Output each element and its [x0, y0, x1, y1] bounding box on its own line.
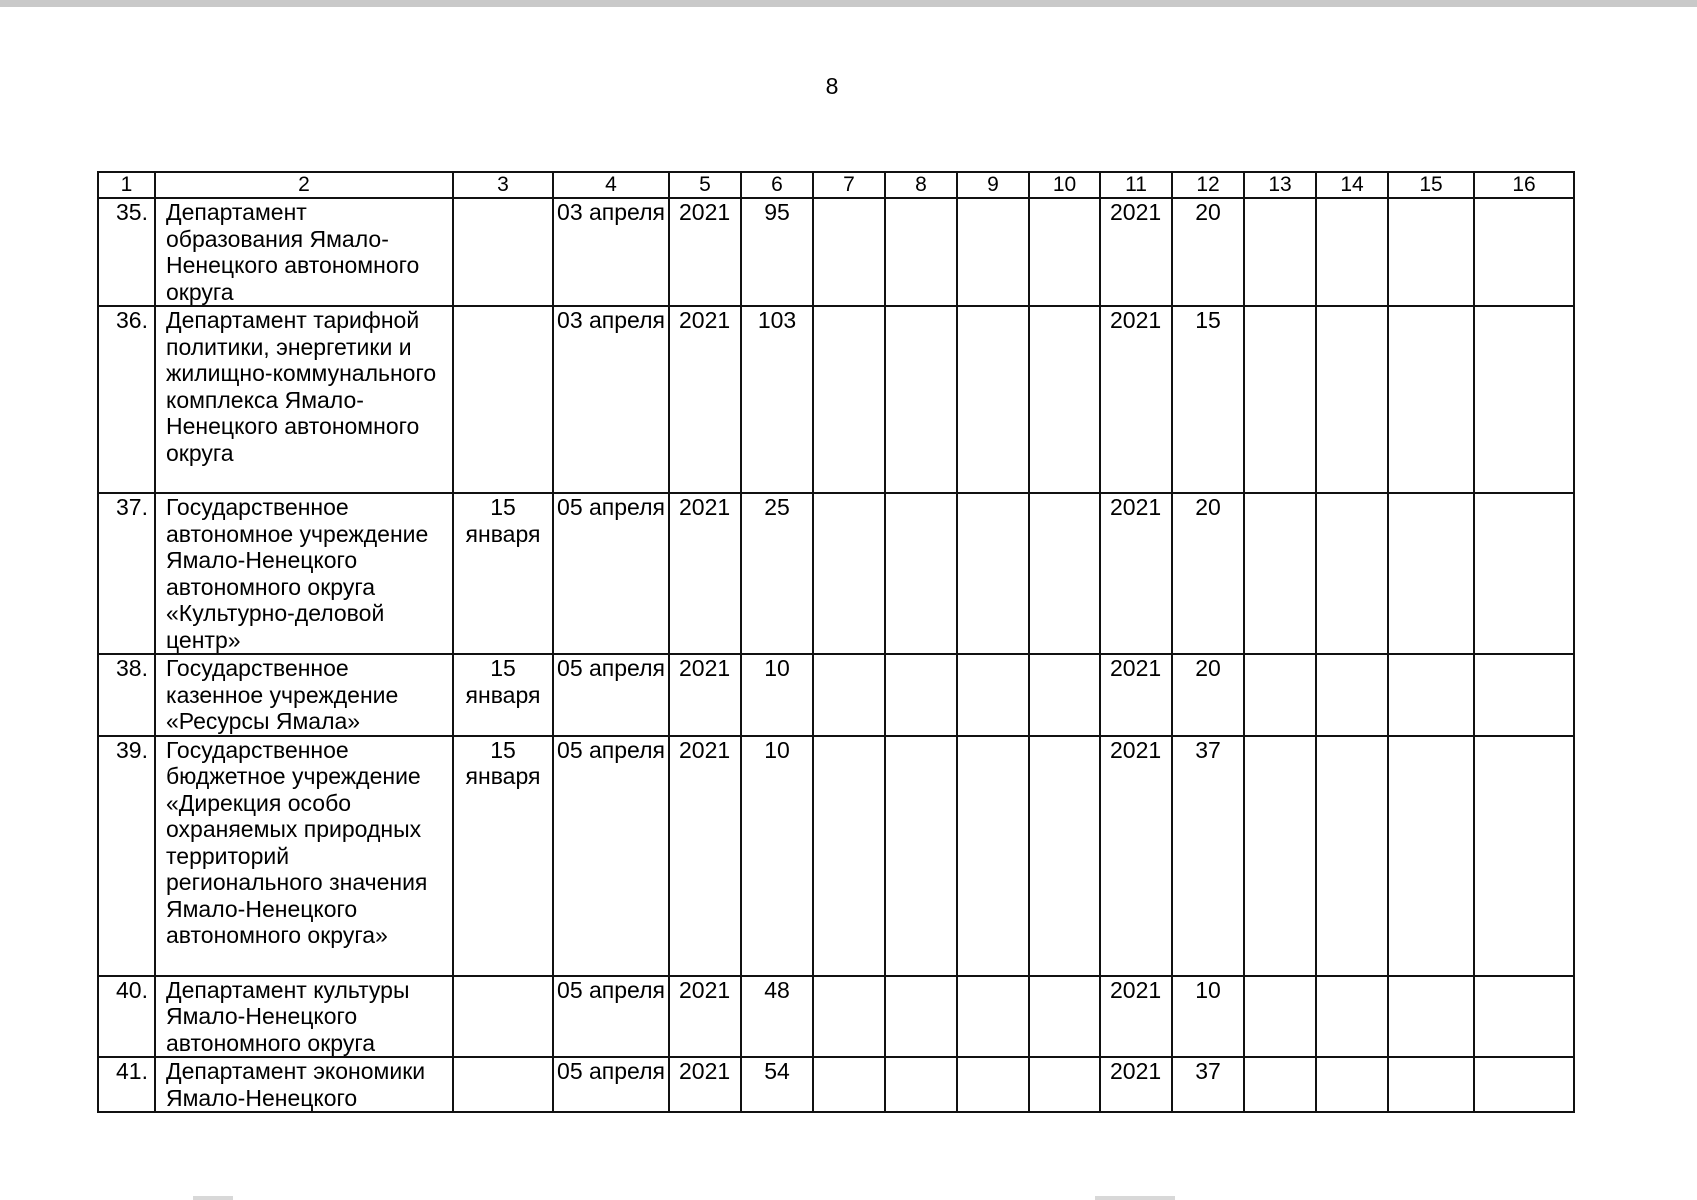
- cell-col-13: [1244, 1057, 1316, 1112]
- cell-col-3: 15 января: [453, 736, 553, 976]
- table-row: [98, 306, 1574, 493]
- cell-col-14: [1316, 976, 1388, 1058]
- row-number: 40.: [98, 976, 155, 1058]
- header-cell: 7: [813, 172, 885, 198]
- cell-col-10: [1029, 198, 1100, 306]
- header-cell: 16: [1474, 172, 1574, 198]
- cell-col-12: 15: [1172, 306, 1244, 493]
- table-header-row: [98, 172, 1574, 198]
- cell-col-11: 2021: [1100, 306, 1172, 493]
- row-number: 37.: [98, 493, 155, 654]
- cell-col-6: 48: [741, 976, 813, 1058]
- cell-col-5: 2021: [669, 198, 741, 306]
- organization-name: Государственное бюджетное учреждение «Дирекция особо охраняемых природных территорий регионального значения Ямало-Ненецкого автономного округа»: [155, 736, 453, 976]
- cell-col-8: [885, 198, 957, 306]
- row-number: 35.: [98, 198, 155, 306]
- cell-col-7: [813, 1057, 885, 1112]
- header-cell: 14: [1316, 172, 1388, 198]
- row-number: 39.: [98, 736, 155, 976]
- cell-col-8: [885, 654, 957, 736]
- cell-col-11: 2021: [1100, 736, 1172, 976]
- header-cell: 3: [453, 172, 553, 198]
- cell-col-3: [453, 976, 553, 1058]
- cell-col-10: [1029, 1057, 1100, 1112]
- cell-col-7: [813, 736, 885, 976]
- cell-col-16: [1474, 736, 1574, 976]
- cell-col-8: [885, 493, 957, 654]
- cell-col-10: [1029, 736, 1100, 976]
- cell-col-15: [1388, 198, 1474, 306]
- header-cell: 2: [155, 172, 453, 198]
- cell-col-3: [453, 198, 553, 306]
- cell-col-14: [1316, 736, 1388, 976]
- cell-col-4: 05 апреля: [553, 736, 669, 976]
- cell-col-11: 2021: [1100, 493, 1172, 654]
- table-row: [98, 493, 1574, 654]
- cell-col-11: 2021: [1100, 976, 1172, 1058]
- cell-col-12: 37: [1172, 736, 1244, 976]
- table-row: [98, 1057, 1574, 1112]
- scan-artifact: [1095, 1196, 1175, 1200]
- cell-col-6: 25: [741, 493, 813, 654]
- cell-col-13: [1244, 736, 1316, 976]
- table-row: [98, 736, 1574, 976]
- cell-col-12: 20: [1172, 493, 1244, 654]
- table-row: [98, 976, 1574, 1058]
- cell-col-16: [1474, 493, 1574, 654]
- cell-col-13: [1244, 306, 1316, 493]
- cell-col-5: 2021: [669, 1057, 741, 1112]
- cell-col-16: [1474, 1057, 1574, 1112]
- cell-col-9: [957, 198, 1029, 306]
- header-cell: 1: [98, 172, 155, 198]
- cell-col-15: [1388, 1057, 1474, 1112]
- cell-col-8: [885, 306, 957, 493]
- cell-col-4: 03 апреля: [553, 306, 669, 493]
- cell-col-13: [1244, 493, 1316, 654]
- cell-col-15: [1388, 654, 1474, 736]
- cell-col-13: [1244, 654, 1316, 736]
- cell-col-13: [1244, 198, 1316, 306]
- cell-col-15: [1388, 306, 1474, 493]
- cell-col-14: [1316, 306, 1388, 493]
- header-cell: 11: [1100, 172, 1172, 198]
- cell-col-14: [1316, 654, 1388, 736]
- data-table: [97, 171, 1575, 1113]
- cell-col-6: 10: [741, 654, 813, 736]
- cell-col-5: 2021: [669, 493, 741, 654]
- cell-col-13: [1244, 976, 1316, 1058]
- header-cell: 12: [1172, 172, 1244, 198]
- cell-col-3: 15 января: [453, 493, 553, 654]
- cell-col-6: 54: [741, 1057, 813, 1112]
- cell-col-7: [813, 654, 885, 736]
- cell-col-9: [957, 654, 1029, 736]
- cell-col-12: 10: [1172, 976, 1244, 1058]
- cell-col-10: [1029, 493, 1100, 654]
- header-cell: 13: [1244, 172, 1316, 198]
- cell-col-5: 2021: [669, 736, 741, 976]
- cell-col-8: [885, 736, 957, 976]
- cell-col-12: 20: [1172, 198, 1244, 306]
- cell-col-9: [957, 736, 1029, 976]
- cell-col-6: 103: [741, 306, 813, 493]
- cell-col-16: [1474, 654, 1574, 736]
- cell-col-3: 15 января: [453, 654, 553, 736]
- cell-col-3: [453, 306, 553, 493]
- cell-col-12: 20: [1172, 654, 1244, 736]
- header-cell: 4: [553, 172, 669, 198]
- cell-col-12: 37: [1172, 1057, 1244, 1112]
- cell-col-10: [1029, 976, 1100, 1058]
- cell-col-8: [885, 1057, 957, 1112]
- header-cell: 6: [741, 172, 813, 198]
- cell-col-4: 05 апреля: [553, 654, 669, 736]
- organization-name: Департамент тарифной политики, энергетики и жилищно-коммунального комплекса Ямало-Ненецкого автономного округа: [155, 306, 453, 493]
- header-cell: 10: [1029, 172, 1100, 198]
- header-cell: 5: [669, 172, 741, 198]
- page-number: 8: [825, 73, 839, 99]
- cell-col-4: 05 апреля: [553, 1057, 669, 1112]
- cell-col-9: [957, 1057, 1029, 1112]
- cell-col-6: 10: [741, 736, 813, 976]
- cell-col-3: [453, 1057, 553, 1112]
- cell-col-15: [1388, 493, 1474, 654]
- row-number: 36.: [98, 306, 155, 493]
- cell-col-11: 2021: [1100, 1057, 1172, 1112]
- cell-col-5: 2021: [669, 654, 741, 736]
- cell-col-4: 05 апреля: [553, 493, 669, 654]
- cell-col-4: 05 апреля: [553, 976, 669, 1058]
- cell-col-7: [813, 198, 885, 306]
- cell-col-16: [1474, 976, 1574, 1058]
- organization-name: Департамент культуры Ямало-Ненецкого автономного округа: [155, 976, 453, 1058]
- cell-col-9: [957, 306, 1029, 493]
- organization-name: Государственное автономное учреждение Ямало-Ненецкого автономного округа «Культурно-деловой центр»: [155, 493, 453, 654]
- scan-top-edge: [0, 0, 1697, 7]
- cell-col-4: 03 апреля: [553, 198, 669, 306]
- cell-col-14: [1316, 198, 1388, 306]
- header-cell: 9: [957, 172, 1029, 198]
- row-number: 41.: [98, 1057, 155, 1112]
- cell-col-14: [1316, 1057, 1388, 1112]
- cell-col-10: [1029, 306, 1100, 493]
- table-row: [98, 654, 1574, 736]
- cell-col-7: [813, 306, 885, 493]
- organization-name: Государственное казенное учреждение «Ресурсы Ямала»: [155, 654, 453, 736]
- cell-col-5: 2021: [669, 976, 741, 1058]
- cell-col-8: [885, 976, 957, 1058]
- cell-col-7: [813, 493, 885, 654]
- header-cell: 15: [1388, 172, 1474, 198]
- cell-col-15: [1388, 976, 1474, 1058]
- header-cell: 8: [885, 172, 957, 198]
- cell-col-16: [1474, 306, 1574, 493]
- cell-col-14: [1316, 493, 1388, 654]
- table-row: [98, 198, 1574, 306]
- cell-col-16: [1474, 198, 1574, 306]
- cell-col-15: [1388, 736, 1474, 976]
- cell-col-9: [957, 493, 1029, 654]
- organization-name: Департамент экономики Ямало-Ненецкого: [155, 1057, 453, 1112]
- cell-col-9: [957, 976, 1029, 1058]
- row-number: 38.: [98, 654, 155, 736]
- cell-col-11: 2021: [1100, 198, 1172, 306]
- cell-col-6: 95: [741, 198, 813, 306]
- cell-col-10: [1029, 654, 1100, 736]
- scan-artifact: [193, 1196, 233, 1200]
- cell-col-11: 2021: [1100, 654, 1172, 736]
- cell-col-5: 2021: [669, 306, 741, 493]
- cell-col-7: [813, 976, 885, 1058]
- organization-name: Департамент образования Ямало-Ненецкого автономного округа: [155, 198, 453, 306]
